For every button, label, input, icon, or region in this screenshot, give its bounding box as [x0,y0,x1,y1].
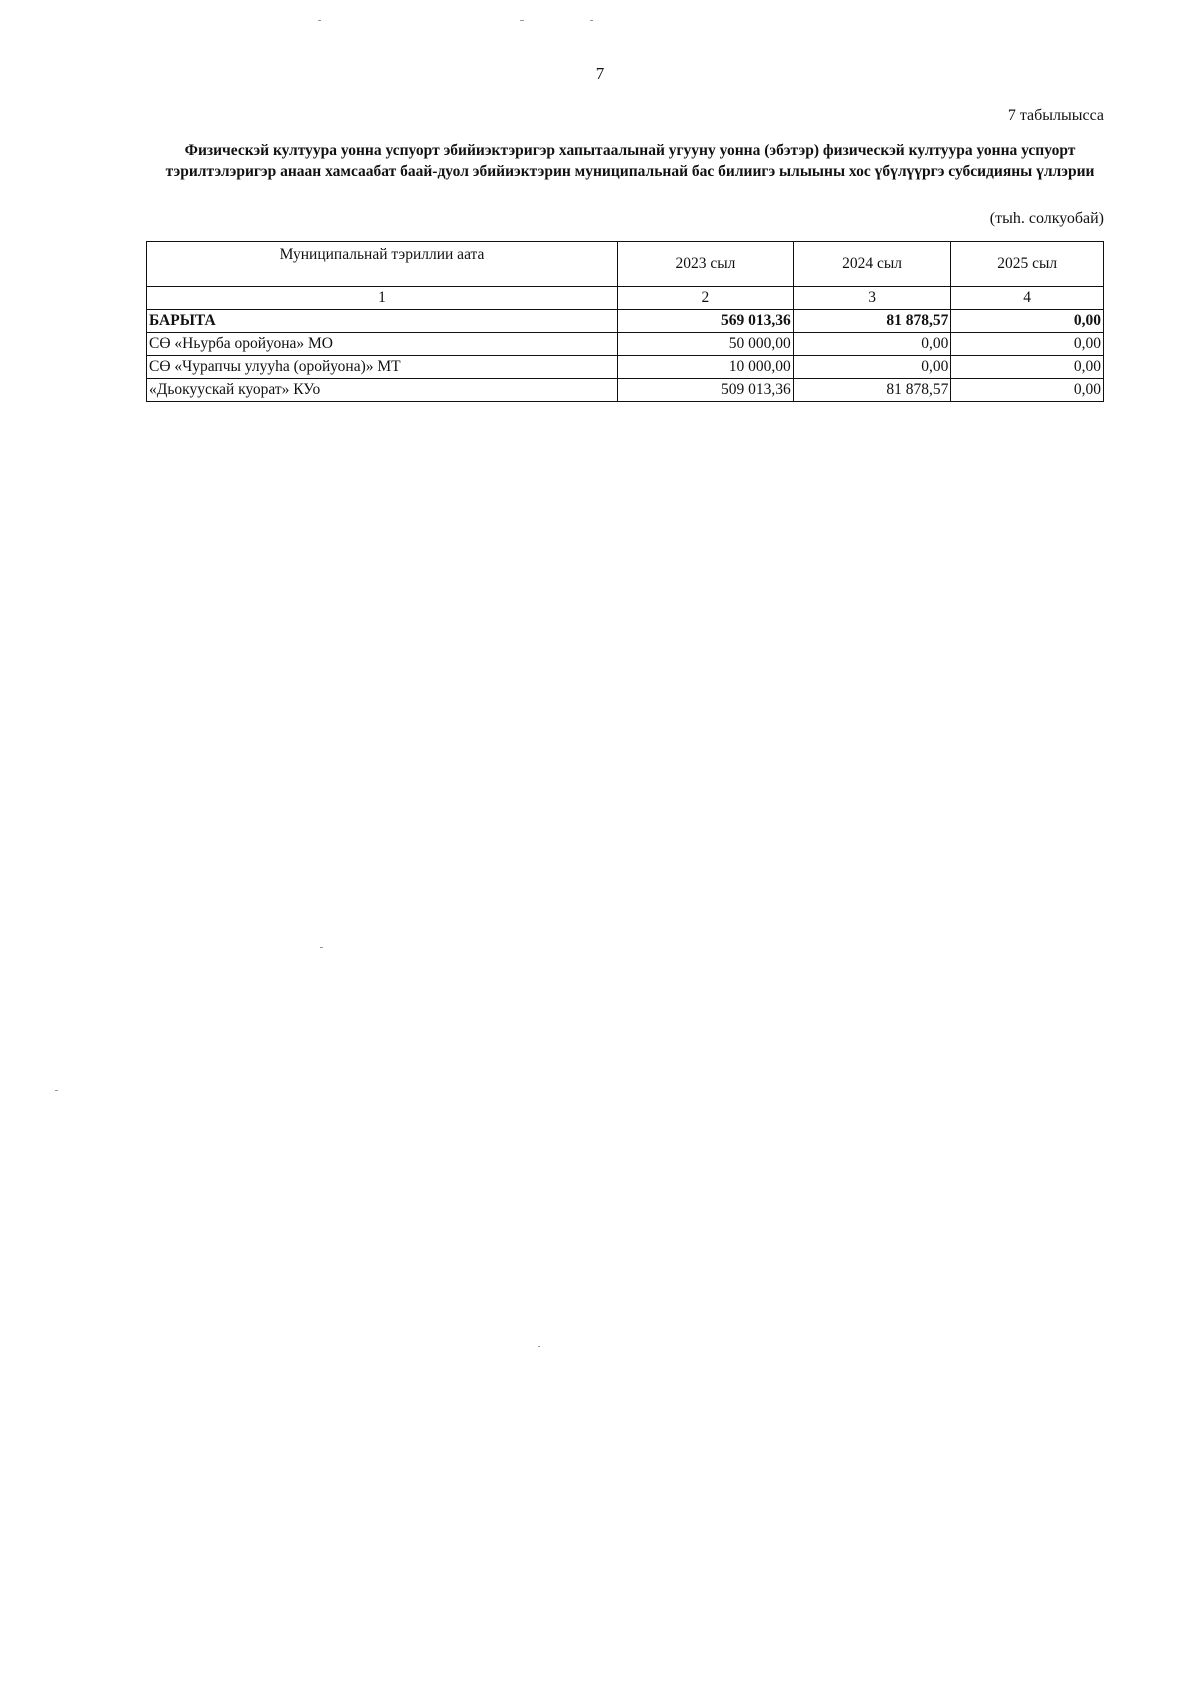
value-2023: 50 000,00 [618,333,794,356]
appendix-label: 7 табылыысса [1007,107,1104,124]
header-2024: 2024 сыл [793,242,951,287]
subsidy-table [146,241,1104,402]
value-2023: 509 013,36 [618,379,794,402]
header-2025: 2025 сыл [951,242,1104,287]
value-2024: 0,00 [793,356,951,379]
unit-label: (тыһ. солкуобай) [989,210,1104,227]
scan-speck [590,20,593,21]
table-row [147,356,1104,379]
value-2023: 10 000,00 [618,356,794,379]
scan-speck [318,20,321,21]
column-number-row [147,287,1104,310]
total-row [147,310,1104,333]
total-2023: 569 013,36 [618,310,794,333]
scan-speck [520,20,524,21]
page-number: 7 [595,64,605,83]
value-2025: 0,00 [951,356,1104,379]
column-number: 1 [147,287,618,310]
total-2025: 0,00 [951,310,1104,333]
total-label: БАРЫТА [147,310,618,333]
value-2024: 0,00 [793,333,951,356]
table-row [147,379,1104,402]
table-row [147,333,1104,356]
scan-speck [55,1090,58,1091]
document-title: Физическэй култуура уонна успуорт эбийиэктэригэр хапытаалынай угууну уонна (эбэтэр) физическэй култуура уонна успуорт тэрилтэлэригэр анаан хамсаабат баай-дуол эбийиэктэрин муниципальнай бас билиигэ ылыыны хос үбүлүүргэ субсидияны үллэрии [165,142,1095,180]
value-2025: 0,00 [951,333,1104,356]
header-municipality: Муниципальнай тэриллии аата [147,242,618,287]
column-number: 3 [793,287,951,310]
scan-speck [538,1346,540,1347]
municipality-name: СӨ «Ньурба оройуона» МО [147,333,618,356]
total-2024: 81 878,57 [793,310,951,333]
value-2024: 81 878,57 [793,379,951,402]
municipality-name: СӨ «Чурапчы улууһа (оройуона)» МТ [147,356,618,379]
value-2025: 0,00 [951,379,1104,402]
header-2023: 2023 сыл [618,242,794,287]
municipality-name: «Дьокуускай куорат» КУо [147,379,618,402]
column-number: 2 [618,287,794,310]
table-header-row [147,242,1104,287]
column-number: 4 [951,287,1104,310]
scan-speck [320,947,323,948]
